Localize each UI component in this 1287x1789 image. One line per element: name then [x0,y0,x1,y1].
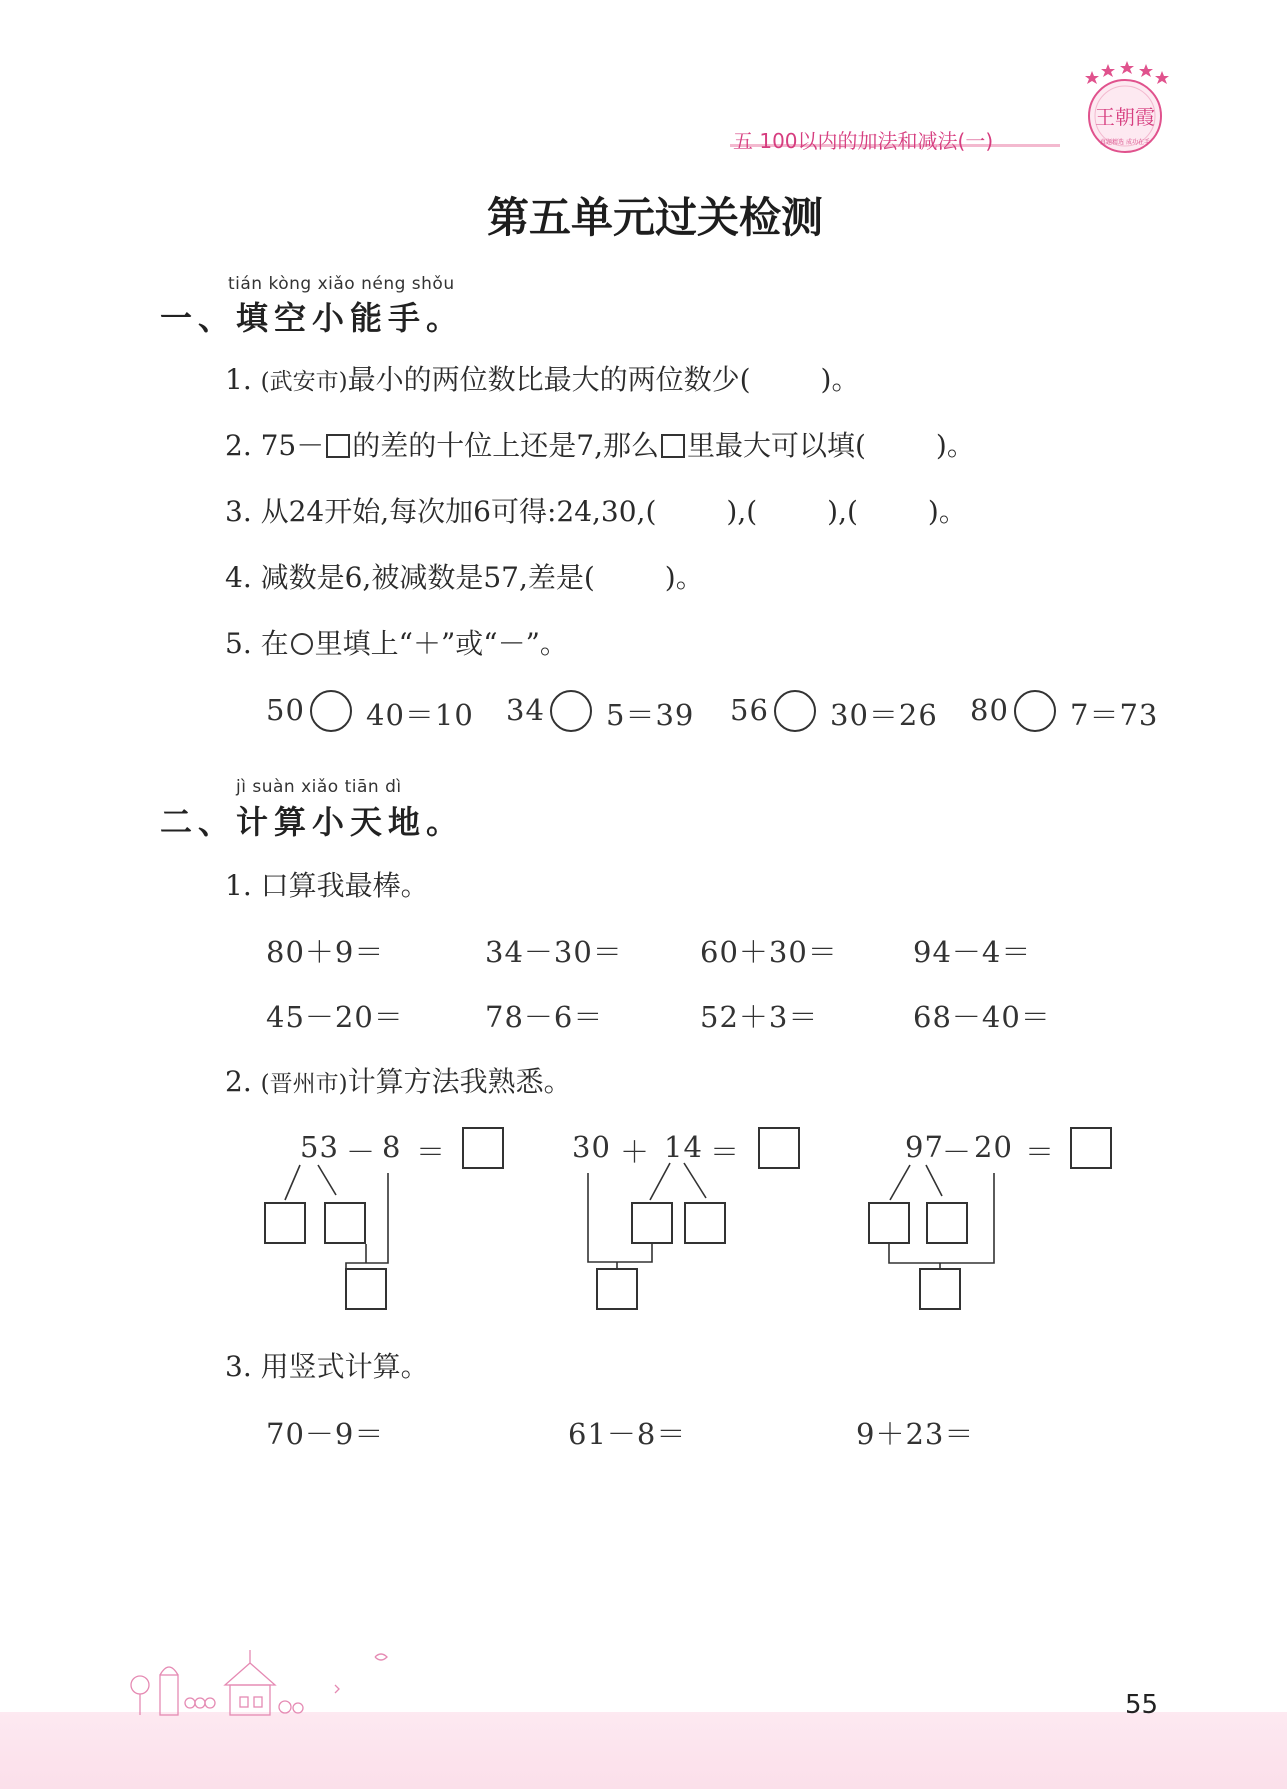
circle-eq-right: 40＝10 [366,698,474,732]
circle-eq-right: 7＝73 [1070,698,1159,732]
answer-circle[interactable] [310,690,352,732]
split-box[interactable] [926,1202,968,1244]
question-1-3: 3. 从24开始,每次加6可得:24,30,( ),( ),( )。 [225,495,967,528]
split-box[interactable] [868,1202,910,1244]
diagram-a-minuend: 53 [300,1130,339,1164]
vertical-calc-item: 61－8＝ [568,1417,687,1451]
page-number: 55 [1125,1690,1159,1720]
question-1-4: 4. 减数是6,被减数是57,差是( )。 [225,561,704,594]
question-1-5: 5. 在 里填上“＋”或“－”。 [225,627,568,660]
question-1-2: 2. 75－ 的差的十位上还是7,那么 里最大可以填( )。 [225,429,975,462]
diagram-c-subtrahend: 20 [974,1130,1013,1164]
diagram-b-addend2: 14 [664,1130,703,1164]
page-title: 第五单元过关检测 [486,193,823,242]
source-tag: (晋州市) [260,1071,348,1097]
diagram-b-operator: ＋ [620,1135,651,1169]
question-2-2: 2. (晋州市)计算方法我熟悉。 [225,1065,572,1098]
question-1-1: 1. (武安市)最小的两位数比最大的两位数少( )。 [225,363,860,396]
diagram-b-addend1: 30 [572,1130,611,1164]
section1-pinyin: tián kòng xiǎo néng shǒu [228,274,455,294]
section2-pinyin: jì suàn xiǎo tiān dì [236,777,402,797]
source-tag: (武安市) [260,369,348,395]
split-box[interactable] [264,1202,306,1244]
mental-math-item: 94－4＝ [913,935,1032,969]
circle-eq-left: 50 [266,693,305,727]
unit-label: 五 100以内的加法和减法(一) [733,129,994,153]
diagram-a-equals: ＝ [416,1135,447,1169]
inline-circle-icon [291,633,313,655]
split-box[interactable] [631,1202,673,1244]
answer-circle[interactable] [774,690,816,732]
question-2-1: 1. 口算我最棒。 [225,869,429,902]
result-box[interactable] [758,1127,800,1169]
diagram-c-equals: ＝ [1025,1135,1056,1169]
answer-circle[interactable] [550,690,592,732]
circle-eq-left: 80 [970,693,1009,727]
mental-math-item: 68－40＝ [913,1000,1051,1034]
diagram-c-operator: － [942,1135,973,1169]
mental-math-item: 80＋9＝ [266,935,385,969]
footer-band [0,1712,1287,1789]
answer-circle[interactable] [1014,690,1056,732]
circle-eq-left: 34 [506,693,545,727]
diagram-a-operator: － [346,1135,377,1169]
diagram-c-minuend: 97 [905,1130,944,1164]
result-box[interactable] [462,1127,504,1169]
diagram-a-subtrahend: 8 [382,1130,402,1164]
circle-eq-right: 5＝39 [606,698,695,732]
mental-math-item: 52＋3＝ [700,1000,819,1034]
inline-square-icon [326,434,350,458]
circle-eq-right: 30＝26 [830,698,938,732]
intermediate-box[interactable] [919,1268,961,1310]
diagram-b-equals: ＝ [710,1135,741,1169]
section1-heading: 一、填空小能手。 [160,299,465,337]
svg-text:王朝霞: 王朝霞 [1095,105,1155,129]
vertical-calc-item: 70－9＝ [266,1417,385,1451]
mental-math-item: 34－30＝ [485,935,623,969]
mental-math-item: 78－6＝ [485,1000,604,1034]
mental-math-item: 60＋30＝ [700,935,838,969]
result-box[interactable] [1070,1127,1112,1169]
question-2-3: 3. 用竖式计算。 [225,1350,429,1383]
split-box[interactable] [684,1202,726,1244]
split-box[interactable] [324,1202,366,1244]
vertical-calc-item: 9＋23＝ [856,1417,975,1451]
brand-logo [1070,58,1180,158]
inline-square-icon [661,434,685,458]
svg-text:真题精选 成功在手: 真题精选 成功在手 [1100,139,1150,146]
town-illustration-icon [120,1645,400,1720]
intermediate-box[interactable] [596,1268,638,1310]
circle-eq-left: 56 [730,693,769,727]
mental-math-item: 45－20＝ [266,1000,404,1034]
intermediate-box[interactable] [345,1268,387,1310]
section2-heading: 二、计算小天地。 [160,803,465,841]
